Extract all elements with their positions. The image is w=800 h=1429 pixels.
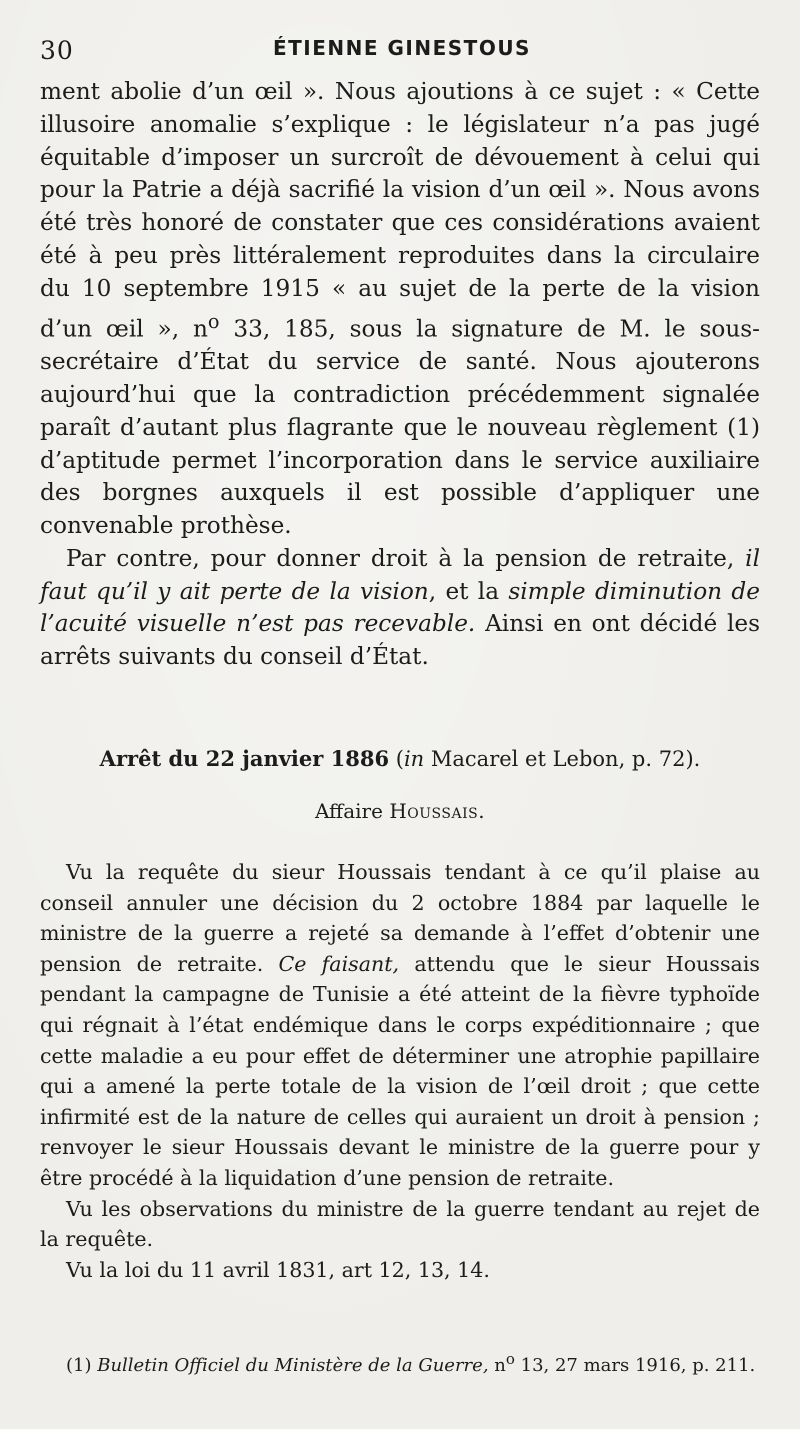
main-text [40, 76, 760, 674]
page-number: 30 [40, 36, 74, 65]
decision-open-paren: ( [389, 747, 404, 771]
footnote-1 [40, 1347, 760, 1378]
decree-paragraph-1-text-a: Vu la requête du sieur Houssais tendant à ce qu’il plaise au conseil annuler une décision du 2 octobre 1884 par laquelle le ministre de la guerre a rejeté sa demande à l’effet d’obtenir une pension de retraite. [40, 860, 760, 976]
paragraph-1-text-b: 33, 185, sous la signature de M. le sous-secrétaire d’État du service de santé. Nous ajouterons aujourd’hui que la contradiction précédemment signalée paraît d’autant plus flagrante que le nouveau règlement (1) d’aptitude permet l’incorporation dans le service auxiliaire des borgnes auxquels il est possible d’appliquer une convenable prothèse. [40, 315, 760, 540]
decree-text [40, 857, 760, 1285]
footnote [40, 1347, 760, 1378]
decision-date: Arrêt du 22 janvier 1886 [99, 746, 390, 771]
footnote-text-a: n [488, 1355, 506, 1376]
decision-heading [40, 744, 760, 774]
numero-superscript: o [207, 309, 220, 333]
footnote-source: Bulletin Officiel du Ministère de la Guerre, [97, 1355, 489, 1376]
paragraph-1-text-a: ment abolie d’un œil ». Nous ajoutions à ce sujet : « Cette illusoire anomalie s’explique : le législateur n’a pas jugé équitable d’imposer un surcroît de dévouement à celui qui pour la Patrie a déjà sacrifié la vision d’un œil ». Nous avons été très honoré de constater que ces considérations avaient été à peu près littéralement reproduites dans la circulaire du 10 septembre 1915 « au sujet de la perte de la vision d’un œil », n [40, 78, 760, 343]
case-prefix: Affaire [314, 799, 390, 823]
decree-paragraph-1-italic: Ce faisant, [278, 951, 400, 976]
decree-paragraph-1-text-b: attendu que le sieur Houssais pendant la campagne de Tunisie a été atteint de la fièvre typhoïde qui régnait à l’état endémique dans le corps expéditionnaire ; que cette maladie a eu pour effet de déterminer une atrophie papillaire qui a amené la perte totale de la vision de l’œil droit ; que cette infirmité est de la nature de celles qui auraient un droit à pension ; renvoyer le sieur Houssais devant le ministre de la guerre pour y être procédé à la liquidation d’une pension de retraite. [40, 951, 760, 1190]
case-title [40, 797, 760, 825]
paragraph-2-text-b: , et la [428, 577, 509, 605]
footnote-text-b: 13, 27 mars 1916, p. 211. [514, 1355, 756, 1376]
decree-paragraph-1 [40, 857, 760, 1194]
case-name: Houssais. [389, 799, 486, 823]
paragraph-2-text-a: Par contre, pour donner droit à la pension de retraite, [66, 544, 746, 572]
paragraph-2 [40, 543, 760, 674]
footnote-superscript: o [505, 1350, 515, 1368]
decree-paragraph-3: Vu la loi du 11 avril 1831, art 12, 13, 14. [66, 1257, 490, 1282]
paragraph-2-italic-1: il faut qu’il y ait perte de la vision [40, 544, 760, 605]
paragraph-2-text-c: Ainsi en ont décidé les arrêts suivants du conseil d’État. [40, 610, 760, 671]
decision-in: in [403, 747, 425, 771]
decree-paragraph-2: Vu les observations du ministre de la guerre tendant au rejet de la requête. [40, 1196, 760, 1252]
paragraph-1 [40, 76, 760, 543]
running-head: ÉTIENNE GINESTOUS [273, 36, 531, 60]
footnote-marker: (1) [66, 1355, 98, 1376]
decision-source: Macarel et Lebon, p. 72). [424, 747, 701, 771]
page-header [40, 30, 760, 70]
paragraph-2-italic-2: simple diminution de l’acuité visuelle n’est pas recevable. [40, 577, 761, 638]
